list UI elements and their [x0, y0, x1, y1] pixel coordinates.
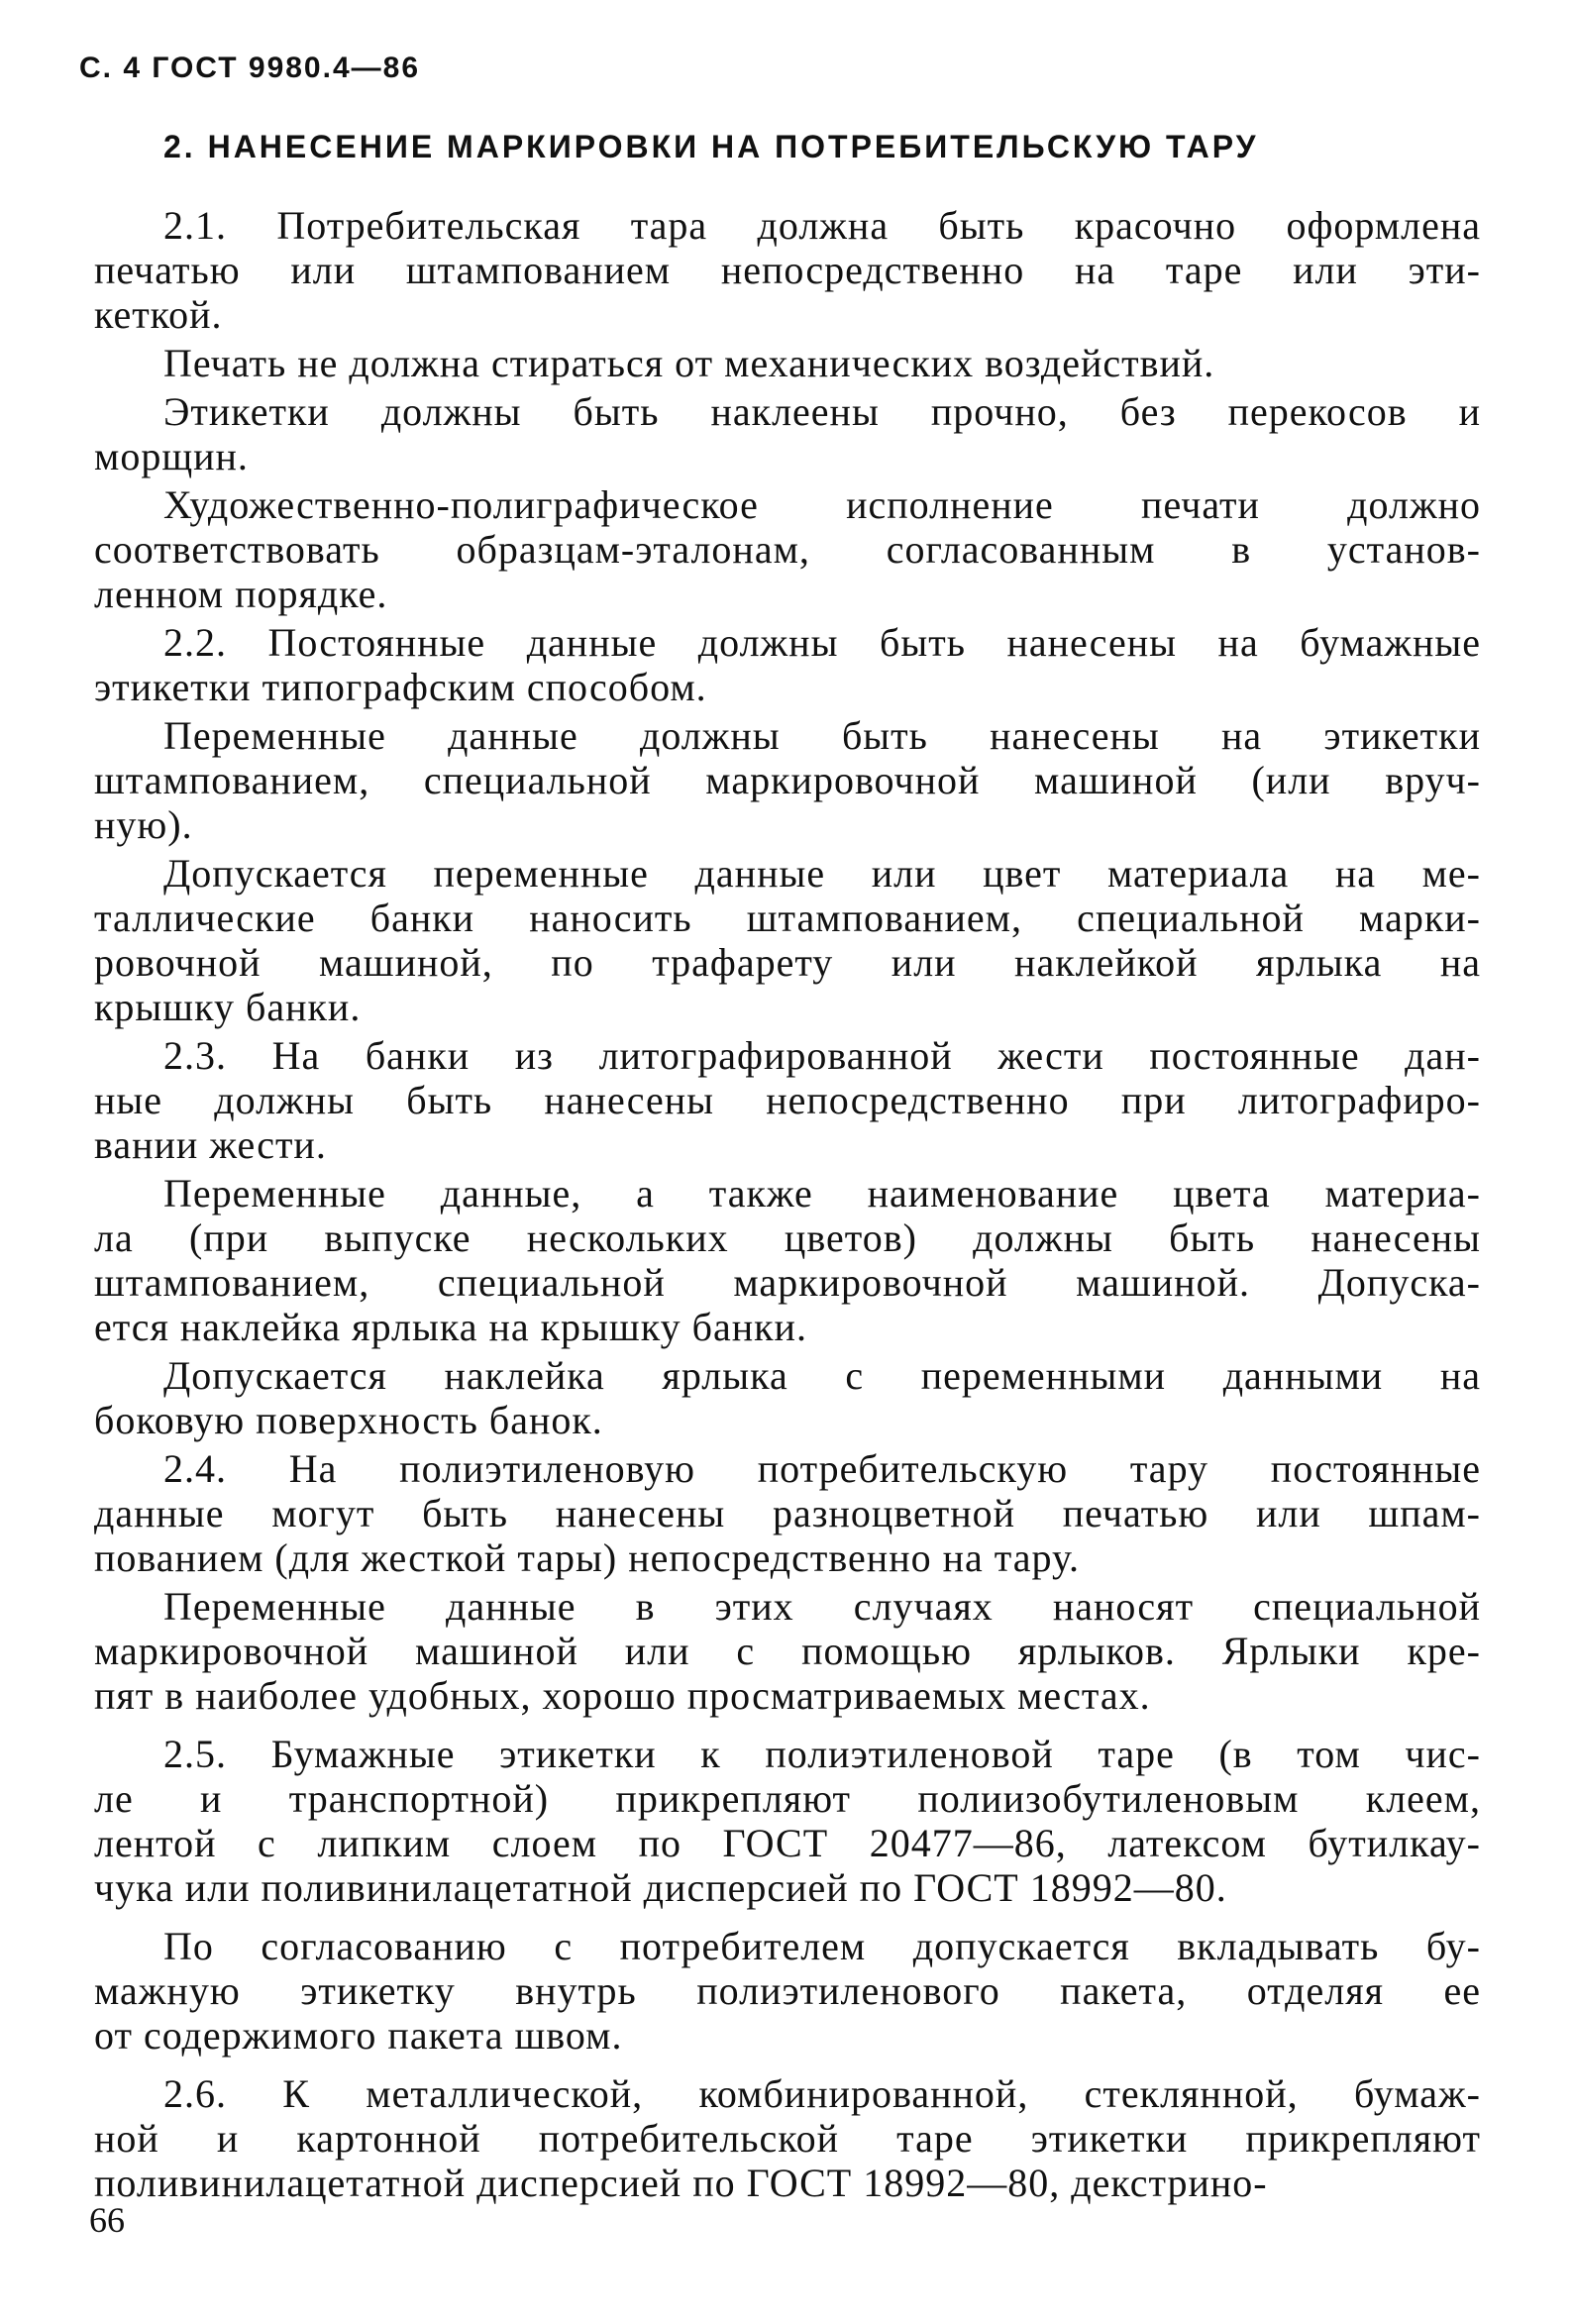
paragraph-line: поливинилацетатной дисперсией по ГОСТ 18992—80, декстрино-	[94, 2161, 1268, 2205]
paragraph-gap	[94, 1718, 1481, 1732]
paragraph-line: кеткой.	[94, 292, 223, 337]
paragraph-line: 2.2. Постоянные данные должны быть нанесены на бумажные	[163, 620, 1481, 665]
paragraph-line: 2.5. Бумажные этикетки к полиэтиленовой таре (в том чис-	[163, 1732, 1481, 1776]
paragraph-line: этикетки типографским способом.	[94, 665, 707, 709]
paragraph-line: Переменные данные в этих случаях наносят специальной	[163, 1584, 1481, 1629]
paragraph-line: Печать не должна стираться от механических воздействий.	[163, 341, 1215, 385]
paragraph-line: печатью или штампованием непосредственно на таре или эти-	[94, 248, 1481, 292]
paragraph-line: вании жести.	[94, 1122, 327, 1167]
paragraph-line: Допускается переменные данные или цвет материала на ме-	[163, 851, 1481, 896]
paragraph-line: маркировочной машиной или с помощью ярлыков. Ярлыки кре-	[94, 1629, 1481, 1673]
page-number: 66	[89, 2200, 125, 2240]
paragraph-line: Переменные данные должны быть нанесены на этикетки	[163, 713, 1481, 758]
paragraph-line: ленном порядке.	[94, 572, 388, 616]
paragraph-line: ле и транспортной) прикрепляют полиизобутиленовым клеем,	[94, 1776, 1481, 1821]
paragraph	[94, 851, 1481, 1029]
paragraph	[94, 713, 1481, 847]
paragraph-line: ется наклейка ярлыка на крышку банки.	[94, 1305, 807, 1349]
paragraph-line: таллические банки наносить штампованием, специальной марки-	[94, 896, 1481, 940]
paragraph-line: ную).	[94, 802, 193, 847]
paragraph-line: 2.3. На банки из литографированной жести постоянные дан-	[163, 1033, 1481, 1078]
paragraph-line: штампованием, специальной маркировочной машиной. Допуска-	[94, 1260, 1481, 1305]
paragraph-line: По согласованию с потребителем допускается вкладывать бу-	[163, 1924, 1481, 1968]
paragraph	[94, 1584, 1481, 1718]
paragraph-line: мажную этикетку внутрь полиэтиленового пакета, отделяя ее	[94, 1968, 1481, 2013]
paragraph	[94, 389, 1481, 478]
paragraph-line: ной и картонной потребительской таре этикетки прикрепляют	[94, 2116, 1481, 2161]
paragraph-line: штампованием, специальной маркировочной машиной (или вруч-	[94, 758, 1481, 802]
body-text	[94, 203, 1481, 2209]
paragraph-line: ла (при выпуске нескольких цветов) должны быть нанесены	[94, 1215, 1481, 1260]
paragraph	[94, 1353, 1481, 1442]
paragraph-line: Допускается наклейка ярлыка с переменными данными на	[163, 1353, 1481, 1398]
paragraph-line: ные должны быть нанесены непосредственно при литографиро-	[94, 1078, 1481, 1122]
paragraph	[94, 341, 1481, 385]
section-heading: 2. НАНЕСЕНИЕ МАРКИРОВКИ НА ПОТРЕБИТЕЛЬСКУЮ ТАРУ	[163, 129, 1259, 164]
running-head: С. 4 ГОСТ 9980.4—86	[79, 52, 421, 84]
paragraph-line: Переменные данные, а также наименование цвета материа-	[163, 1171, 1481, 1215]
paragraph-line: боковую поверхность банок.	[94, 1398, 603, 1442]
paragraph-line: лентой с липким слоем по ГОСТ 20477—86, латексом бутилкау-	[94, 1821, 1481, 1865]
paragraph	[94, 1446, 1481, 1580]
paragraph	[94, 1033, 1481, 1167]
paragraph	[94, 1171, 1481, 1349]
paragraph-line: чука или поливинилацетатной дисперсией по ГОСТ 18992—80.	[94, 1865, 1227, 1910]
paragraph-gap	[94, 2058, 1481, 2071]
paragraph-gap	[94, 1910, 1481, 1924]
paragraph-line: 2.1. Потребительская тара должна быть красочно оформлена	[163, 203, 1481, 248]
paragraph	[94, 620, 1481, 709]
paragraph-line: соответствовать образцам-эталонам, согласованным в установ-	[94, 527, 1481, 572]
paragraph	[94, 1732, 1481, 1910]
paragraph-line: 2.6. К металлической, комбинированной, стеклянной, бумаж-	[163, 2071, 1481, 2116]
paragraph-line: крышку банки.	[94, 985, 362, 1029]
paragraph-line: от содержимого пакета швом.	[94, 2013, 623, 2058]
paragraph-gap	[94, 2205, 1481, 2209]
paragraph-line: пят в наиболее удобных, хорошо просматриваемых местах.	[94, 1673, 1151, 1718]
paragraph	[94, 203, 1481, 337]
paragraph-line: Художественно-полиграфическое исполнение печати должно	[163, 482, 1481, 527]
paragraph	[94, 2071, 1481, 2205]
paragraph	[94, 1924, 1481, 2058]
paragraph-line: морщин.	[94, 434, 249, 478]
paragraph	[94, 482, 1481, 616]
paragraph-line: пованием (для жесткой тары) непосредственно на тару.	[94, 1535, 1080, 1580]
paragraph-line: 2.4. На полиэтиленовую потребительскую тару постоянные	[163, 1446, 1481, 1491]
paragraph-line: данные могут быть нанесены разноцветной печатью или шпам-	[94, 1491, 1481, 1535]
paragraph-line: Этикетки должны быть наклеены прочно, без перекосов и	[163, 389, 1481, 434]
paragraph-line: ровочной машиной, по трафарету или наклейкой ярлыка на	[94, 940, 1481, 985]
